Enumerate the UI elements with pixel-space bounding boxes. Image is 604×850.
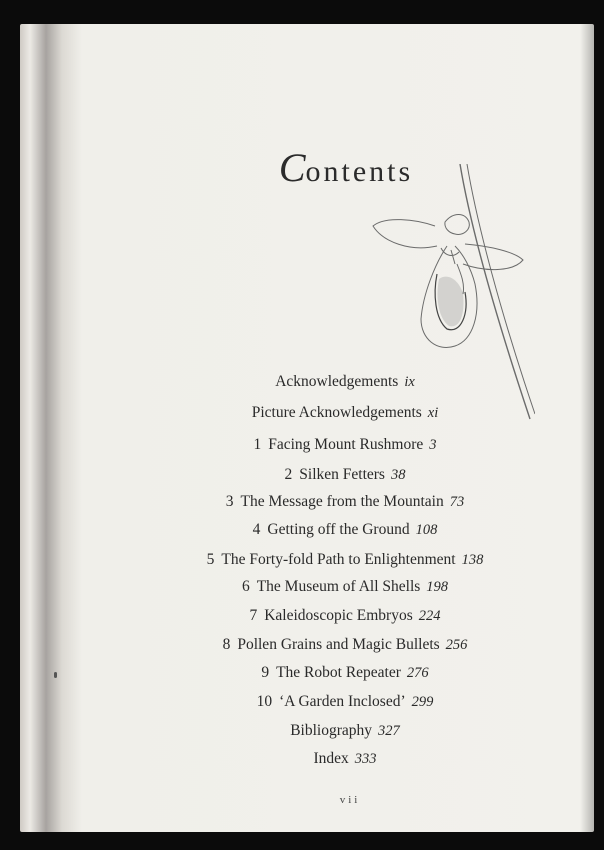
- entry-page: 224: [418, 608, 441, 624]
- entry-title: The Museum of All Shells: [256, 578, 421, 595]
- entry-title: Facing Mount Rushmore: [268, 436, 424, 453]
- entry-title: ‘A Garden Inclosed’: [279, 693, 406, 710]
- entry-title: Getting off the Ground: [267, 521, 410, 538]
- toc-entry-chapter-3[interactable]: [170, 492, 520, 512]
- entry-page: ix: [404, 374, 415, 390]
- entry-page: 276: [406, 665, 429, 681]
- toc-entry-chapter-6[interactable]: [170, 577, 520, 597]
- toc-entry-chapter-7[interactable]: [170, 606, 520, 626]
- toc-entry-chapter-2[interactable]: [170, 465, 520, 485]
- entry-page: 138: [461, 552, 484, 568]
- entry-title: Silken Fetters: [299, 466, 385, 483]
- dust-speck: [54, 672, 57, 678]
- entry-page: 198: [426, 579, 449, 595]
- entry-page: xi: [427, 405, 439, 421]
- entry-title: Kaleidoscopic Embryos: [264, 607, 413, 624]
- toc-entry-chapter-4[interactable]: [170, 520, 520, 540]
- toc-entry-chapter-1[interactable]: [170, 435, 520, 455]
- entry-title: Pollen Grains and Magic Bullets: [237, 636, 440, 653]
- entry-title: The Robot Repeater: [276, 664, 401, 681]
- entry-page: 108: [415, 522, 438, 538]
- chapter-number: 5: [206, 551, 215, 568]
- entry-page: 327: [378, 723, 400, 739]
- chapter-number: 4: [252, 521, 261, 538]
- chapter-number: 7: [249, 607, 258, 624]
- toc-entry-index[interactable]: [170, 749, 520, 769]
- toc-entry-bibliography[interactable]: [170, 721, 520, 741]
- toc-entry-chapter-8[interactable]: [170, 635, 520, 655]
- book-page: [20, 24, 594, 832]
- chapter-number: 2: [284, 466, 293, 483]
- toc-entry-acknowledgements[interactable]: [170, 372, 520, 392]
- entry-title: Picture Acknowledgements: [251, 404, 422, 421]
- entry-page: 3: [429, 437, 437, 453]
- chapter-number: 3: [225, 493, 234, 510]
- entry-page: 299: [411, 694, 434, 710]
- toc-entry-chapter-9[interactable]: [170, 663, 520, 683]
- entry-page: 73: [449, 494, 465, 510]
- toc-entry-chapter-5[interactable]: [170, 550, 520, 570]
- entry-title: Acknowledgements: [275, 373, 399, 390]
- chapter-number: 8: [222, 636, 231, 653]
- entry-title: The Forty-fold Path to Enlightenment: [221, 551, 456, 568]
- title-initial: C: [278, 145, 306, 190]
- chapter-number: 9: [261, 664, 270, 681]
- entry-title: Index: [313, 750, 349, 767]
- page-number: vii: [339, 794, 361, 806]
- entry-page: 38: [390, 467, 406, 483]
- entry-page: 256: [445, 637, 468, 653]
- entry-page: 333: [354, 751, 377, 767]
- chapter-number: 6: [241, 578, 250, 595]
- toc-entry-picture-acknowledgements[interactable]: [170, 403, 520, 423]
- toc-entry-chapter-10[interactable]: [170, 692, 520, 712]
- chapter-number: 1: [253, 436, 262, 453]
- entry-title: Bibliography: [290, 722, 373, 739]
- title-rest: ontents: [305, 155, 414, 188]
- entry-title: The Message from the Mountain: [240, 493, 444, 510]
- chapter-number: 10: [256, 693, 273, 710]
